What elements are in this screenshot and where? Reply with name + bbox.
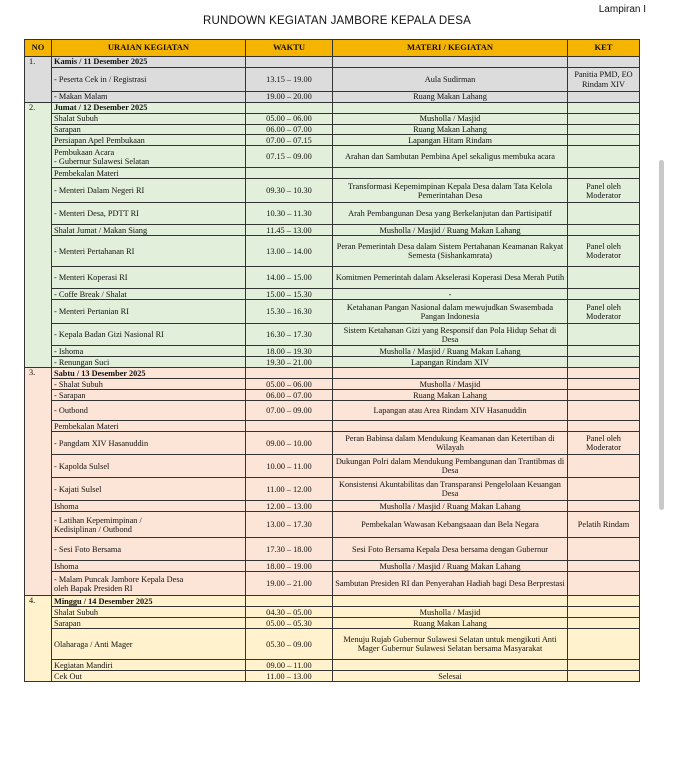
uraian-cell: Ishoma — [52, 501, 246, 512]
table-row — [25, 125, 640, 135]
table-row — [25, 236, 640, 267]
uraian-cell: Olaharaga / Anti Mager — [52, 629, 246, 660]
materi-cell: - — [333, 289, 568, 300]
uraian-cell: - Kepala Badan Gizi Nasional RI — [52, 324, 246, 346]
table-row — [25, 512, 640, 538]
empty-cell — [333, 57, 568, 68]
uraian-cell: Pembukaan Acara - Gubernur Sulawesi Selatan — [52, 146, 246, 168]
waktu-cell: 05.00 – 06.00 — [246, 114, 333, 125]
materi-cell: Transformasi Kepemimpinan Kepala Desa dalam Tata Kelola Pemerintahan Desa — [333, 179, 568, 203]
uraian-cell: - Malam Puncak Jambore Kepala Desa oleh Bapak Presiden RI — [52, 572, 246, 596]
materi-cell: Komitmen Pemerintah dalam Akselerasi Koperasi Desa Merah Putih — [333, 267, 568, 289]
table-row — [25, 357, 640, 368]
ket-cell — [568, 379, 640, 390]
rundown-table — [24, 39, 640, 682]
waktu-cell — [246, 421, 333, 432]
ket-cell — [568, 357, 640, 368]
uraian-cell: - Menteri Pertahanan RI — [52, 236, 246, 267]
ket-cell — [568, 346, 640, 357]
day-number: 3. — [25, 368, 52, 596]
table-row — [25, 203, 640, 225]
waktu-cell: 09.00 – 11.00 — [246, 660, 333, 671]
ket-cell — [568, 114, 640, 125]
waktu-cell: 18.00 – 19.00 — [246, 561, 333, 572]
waktu-cell: 07.15 – 09.00 — [246, 146, 333, 168]
materi-cell: Selesai — [333, 671, 568, 682]
day-header-row — [25, 103, 640, 114]
lampiran-label: Lampiran I — [598, 4, 646, 15]
uraian-cell: - Coffe Break / Shalat — [52, 289, 246, 300]
table-row — [25, 455, 640, 478]
materi-cell: Lapangan Hitam Rindam — [333, 135, 568, 146]
day-label: Sabtu / 13 Desember 2025 — [52, 368, 246, 379]
materi-cell: Arahan dan Sambutan Pembina Apel sekaligus membuka acara — [333, 146, 568, 168]
materi-cell: Ruang Makan Lahang — [333, 618, 568, 629]
materi-cell: Ruang Makan Lahang — [333, 390, 568, 401]
materi-cell: Menuju Rujab Gubernur Sulawesi Selatan untuk mengikuti Anti Mager Gubernur Sulawesi Selatan bersama Masyarakat — [333, 629, 568, 660]
ket-cell: Panitia PMD, EO Rindam XIV — [568, 68, 640, 92]
empty-cell — [246, 368, 333, 379]
table-row — [25, 572, 640, 596]
waktu-cell — [246, 168, 333, 179]
empty-cell — [568, 596, 640, 607]
waktu-cell: 12.00 – 13.00 — [246, 501, 333, 512]
page-title: RUNDOWN KEGIATAN JAMBORE KEPALA DESA — [203, 15, 471, 27]
uraian-cell: - Outbond — [52, 401, 246, 421]
col-header-no: NO — [25, 40, 52, 57]
table-row — [25, 225, 640, 236]
empty-cell — [568, 368, 640, 379]
day-header-row — [25, 596, 640, 607]
materi-cell: Pembekalan Wawasan Kebangsaaan dan Bela Negara — [333, 512, 568, 538]
waktu-cell: 15.00 – 15.30 — [246, 289, 333, 300]
table-row — [25, 421, 640, 432]
ket-cell — [568, 135, 640, 146]
materi-cell: Sesi Foto Bersama Kepala Desa bersama dengan Gubernur — [333, 538, 568, 561]
waktu-cell: 05.00 – 05.30 — [246, 618, 333, 629]
ket-cell — [568, 660, 640, 671]
materi-cell: Arah Pembangunan Desa yang Berkelanjutan dan Partisipatif — [333, 203, 568, 225]
table-row — [25, 114, 640, 125]
uraian-cell: Shalat Subuh — [52, 114, 246, 125]
ket-cell — [568, 629, 640, 660]
table-row — [25, 501, 640, 512]
uraian-cell: - Peserta Cek in / Registrasi — [52, 68, 246, 92]
materi-cell: Musholla / Masjid / Ruang Makan Lahang — [333, 225, 568, 236]
materi-cell: Ketahanan Pangan Nasional dalam mewujudkan Swasembada Pangan Indonesia — [333, 300, 568, 324]
materi-cell: Lapangan Rindam XIV — [333, 357, 568, 368]
uraian-cell: Sarapan — [52, 125, 246, 135]
day-label: Kamis / 11 Desember 2025 — [52, 57, 246, 68]
uraian-cell: Persiapan Apel Pembukaan — [52, 135, 246, 146]
empty-cell — [568, 103, 640, 114]
waktu-cell: 10.30 – 11.30 — [246, 203, 333, 225]
table-row — [25, 324, 640, 346]
waktu-cell: 11.45 – 13.00 — [246, 225, 333, 236]
waktu-cell: 06.00 – 07.00 — [246, 125, 333, 135]
ket-cell — [568, 607, 640, 618]
waktu-cell: 10.00 – 11.00 — [246, 455, 333, 478]
materi-cell — [333, 660, 568, 671]
ket-cell — [568, 225, 640, 236]
uraian-cell: - Ishoma — [52, 346, 246, 357]
table-row — [25, 618, 640, 629]
ket-cell — [568, 267, 640, 289]
uraian-cell: - Menteri Koperasi RI — [52, 267, 246, 289]
uraian-cell: Sarapan — [52, 618, 246, 629]
ket-cell — [568, 618, 640, 629]
uraian-cell: Pembekalan Materi — [52, 421, 246, 432]
waktu-cell: 19.00 – 21.00 — [246, 572, 333, 596]
ket-cell: Pelatih Rindam — [568, 512, 640, 538]
ket-cell — [568, 390, 640, 401]
col-header-uraian: URAIAN KEGIATAN — [52, 40, 246, 57]
table-row — [25, 379, 640, 390]
uraian-cell: - Kapolda Sulsel — [52, 455, 246, 478]
empty-cell — [246, 57, 333, 68]
table-row — [25, 168, 640, 179]
waktu-cell: 18.00 – 19.30 — [246, 346, 333, 357]
ket-cell: Panel oleh Moderator — [568, 179, 640, 203]
materi-cell: Musholla / Masjid / Ruang Makan Lahang — [333, 561, 568, 572]
waktu-cell: 13.00 – 14.00 — [246, 236, 333, 267]
ket-cell — [568, 561, 640, 572]
col-header-ket: KET — [568, 40, 640, 57]
uraian-cell: Kegiatan Mandiri — [52, 660, 246, 671]
ket-cell — [568, 501, 640, 512]
uraian-cell: - Menteri Desa, PDTT RI — [52, 203, 246, 225]
day-number: 2. — [25, 103, 52, 368]
uraian-cell: - Latihan Kepemimpinan / Kedisiplinan / Outbond — [52, 512, 246, 538]
uraian-cell: Cek Out — [52, 671, 246, 682]
table-row — [25, 300, 640, 324]
materi-cell: Peran Pemerintah Desa dalam Sistem Pertahanan Keamanan Rakyat Semesta (Sishankamrata) — [333, 236, 568, 267]
uraian-cell: - Makan Malam — [52, 92, 246, 103]
table-row — [25, 267, 640, 289]
day-number: 4. — [25, 596, 52, 682]
waktu-cell: 07.00 – 09.00 — [246, 401, 333, 421]
waktu-cell: 06.00 – 07.00 — [246, 390, 333, 401]
ket-cell: Panel oleh Moderator — [568, 236, 640, 267]
col-header-waktu: WAKTU — [246, 40, 333, 57]
waktu-cell: 09.00 – 10.00 — [246, 432, 333, 455]
day-header-row — [25, 57, 640, 68]
ket-cell — [568, 538, 640, 561]
table-row — [25, 390, 640, 401]
materi-cell: Musholla / Masjid — [333, 607, 568, 618]
waktu-cell: 17.30 – 18.00 — [246, 538, 333, 561]
table-row — [25, 538, 640, 561]
materi-cell: Musholla / Masjid / Ruang Makan Lahang — [333, 346, 568, 357]
ket-cell — [568, 289, 640, 300]
materi-cell: Musholla / Masjid / Ruang Makan Lahang — [333, 501, 568, 512]
materi-cell: Dukungan Polri dalam Mendukung Pembangunan dan Trantibmas di Desa — [333, 455, 568, 478]
waktu-cell: 19.30 – 21.00 — [246, 357, 333, 368]
uraian-cell: - Pangdam XIV Hasanuddin — [52, 432, 246, 455]
ket-cell: Panel oleh Moderator — [568, 432, 640, 455]
materi-cell: Sambutan Presiden RI dan Penyerahan Hadiah bagi Desa Berprestasi — [333, 572, 568, 596]
waktu-cell: 04.30 – 05.00 — [246, 607, 333, 618]
table-row — [25, 401, 640, 421]
table-row — [25, 92, 640, 103]
materi-cell: Musholla / Masjid — [333, 114, 568, 125]
ket-cell — [568, 168, 640, 179]
waktu-cell: 09.30 – 10.30 — [246, 179, 333, 203]
day-label: Jumat / 12 Desember 2025 — [52, 103, 246, 114]
materi-cell: Aula Sudirman — [333, 68, 568, 92]
uraian-cell: - Sarapan — [52, 390, 246, 401]
table-row — [25, 660, 640, 671]
materi-cell: Sistem Ketahanan Gizi yang Responsif dan Pola Hidup Sehat di Desa — [333, 324, 568, 346]
day-label: Minggu / 14 Desember 2025 — [52, 596, 246, 607]
ket-cell — [568, 125, 640, 135]
table-body — [25, 57, 640, 682]
uraian-cell: Shalat Jumat / Makan Siang — [52, 225, 246, 236]
uraian-cell: Ishoma — [52, 561, 246, 572]
day-number: 1. — [25, 57, 52, 103]
table-row — [25, 629, 640, 660]
ket-cell — [568, 146, 640, 168]
empty-cell — [246, 103, 333, 114]
ket-cell — [568, 421, 640, 432]
ket-cell — [568, 203, 640, 225]
materi-cell: Konsistensi Akuntabilitas dan Transparansi Pengelolaan Keuangan Desa — [333, 478, 568, 501]
uraian-cell: - Kajati Sulsel — [52, 478, 246, 501]
table-row — [25, 346, 640, 357]
materi-cell: Musholla / Masjid — [333, 379, 568, 390]
table-row — [25, 432, 640, 455]
empty-cell — [333, 368, 568, 379]
waktu-cell: 19.00 – 20.00 — [246, 92, 333, 103]
waktu-cell: 07.00 – 07.15 — [246, 135, 333, 146]
ket-cell — [568, 572, 640, 596]
ket-cell — [568, 478, 640, 501]
empty-cell — [333, 103, 568, 114]
empty-cell — [333, 596, 568, 607]
day-header-row — [25, 368, 640, 379]
ket-cell — [568, 324, 640, 346]
uraian-cell: - Menteri Dalam Negeri RI — [52, 179, 246, 203]
waktu-cell: 16.30 – 17.30 — [246, 324, 333, 346]
table-row — [25, 289, 640, 300]
materi-cell: Lapangan atau Area Rindam XIV Hasanuddin — [333, 401, 568, 421]
waktu-cell: 05.30 – 09.00 — [246, 629, 333, 660]
ket-cell: Panel oleh Moderator — [568, 300, 640, 324]
materi-cell — [333, 421, 568, 432]
uraian-cell: - Menteri Pertanian RI — [52, 300, 246, 324]
table-row — [25, 179, 640, 203]
table-row — [25, 478, 640, 501]
materi-cell — [333, 168, 568, 179]
table-header — [25, 40, 640, 57]
empty-cell — [246, 596, 333, 607]
waktu-cell: 14.00 – 15.00 — [246, 267, 333, 289]
waktu-cell: 13.00 – 17.30 — [246, 512, 333, 538]
ket-cell — [568, 671, 640, 682]
materi-cell: Peran Babinsa dalam Mendukung Keamanan dan Ketertiban di Wilayah — [333, 432, 568, 455]
materi-cell: Ruang Makan Lahang — [333, 125, 568, 135]
table-row — [25, 561, 640, 572]
waktu-cell: 11.00 – 12.00 — [246, 478, 333, 501]
table-row — [25, 146, 640, 168]
waktu-cell: 13.15 – 19.00 — [246, 68, 333, 92]
ket-cell — [568, 92, 640, 103]
uraian-cell: Shalat Subuh — [52, 607, 246, 618]
waktu-cell: 15.30 – 16.30 — [246, 300, 333, 324]
scrollbar[interactable] — [659, 160, 664, 510]
uraian-cell: - Shalat Subuh — [52, 379, 246, 390]
waktu-cell: 11.00 – 13.00 — [246, 671, 333, 682]
table-row — [25, 68, 640, 92]
table-row — [25, 135, 640, 146]
uraian-cell: Pembekalan Materi — [52, 168, 246, 179]
col-header-materi: MATERI / KEGIATAN — [333, 40, 568, 57]
empty-cell — [568, 57, 640, 68]
waktu-cell: 05.00 – 06.00 — [246, 379, 333, 390]
materi-cell: Ruang Makan Lahang — [333, 92, 568, 103]
ket-cell — [568, 401, 640, 421]
uraian-cell: - Renungan Suci — [52, 357, 246, 368]
table-row — [25, 671, 640, 682]
ket-cell — [568, 455, 640, 478]
table-row — [25, 607, 640, 618]
uraian-cell: - Sesi Foto Bersama — [52, 538, 246, 561]
